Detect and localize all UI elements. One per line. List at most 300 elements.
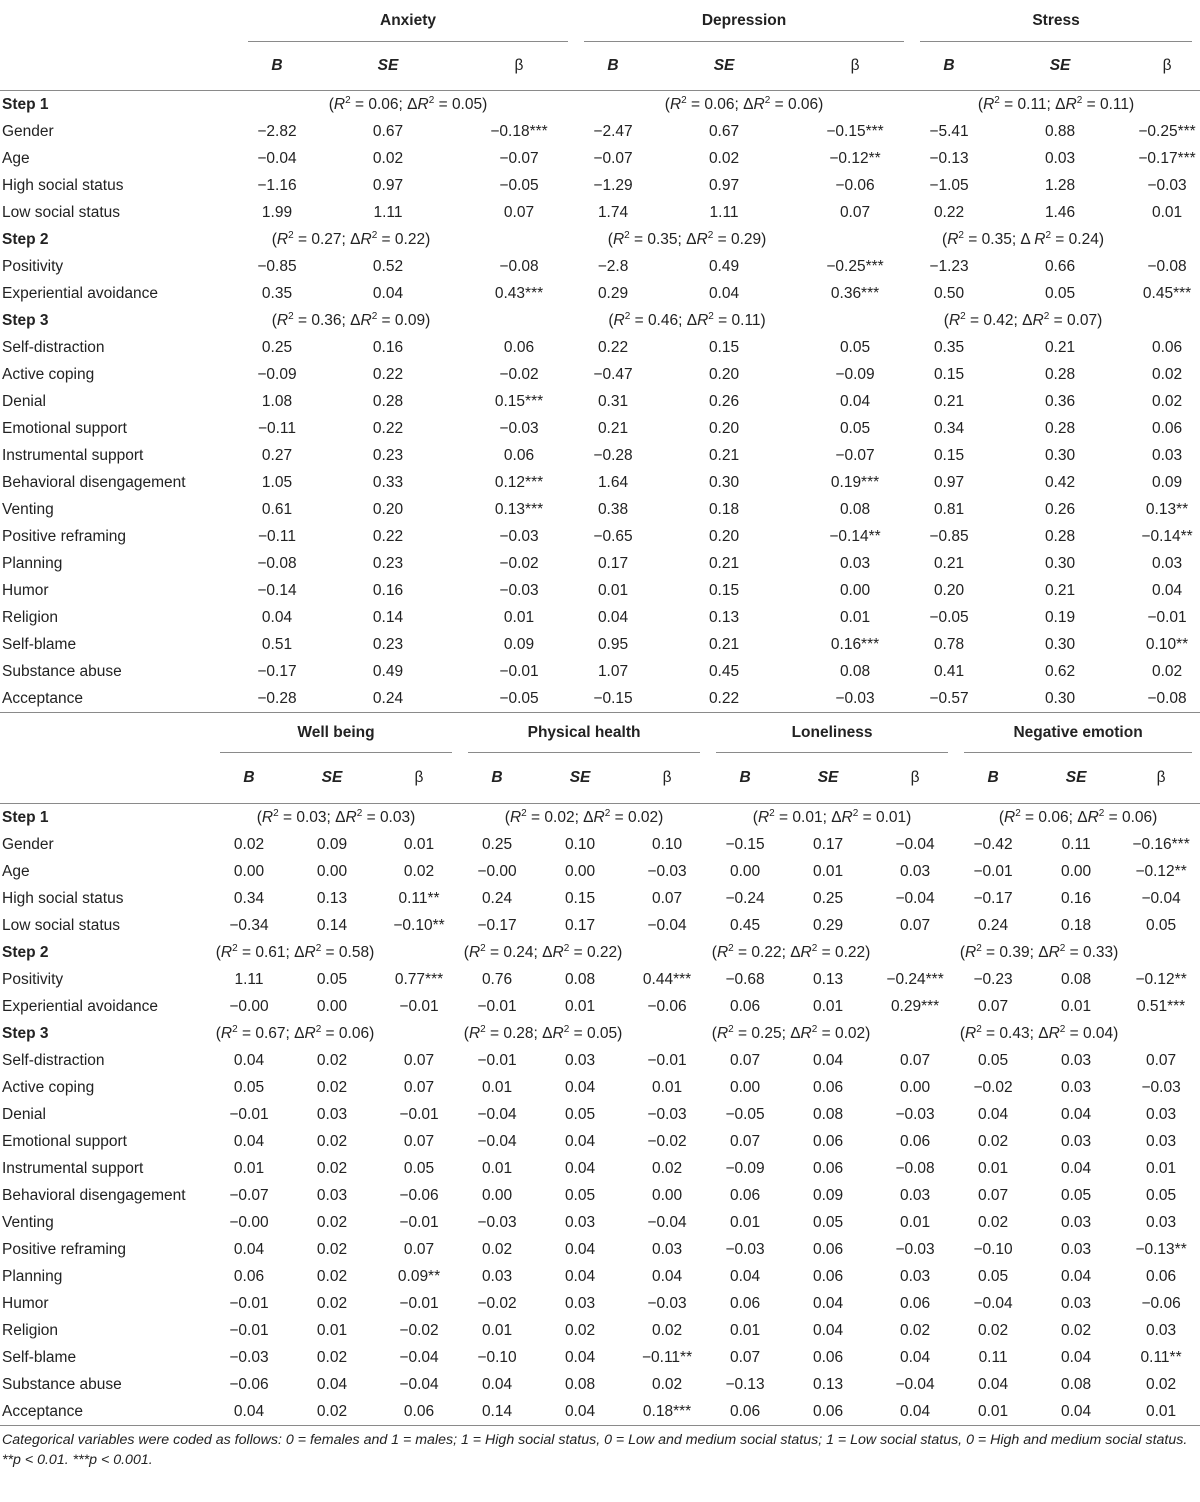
table-cell: −0.04 (477, 1106, 517, 1123)
table-cell: −0.01 (399, 1295, 439, 1312)
table-row (0, 1101, 1200, 1128)
table-cell: 0.03 (1060, 1052, 1092, 1069)
table-cell: 0.05 (977, 1268, 1009, 1285)
delta-r-squared-value: 0.05 (586, 1025, 618, 1042)
table-cell: 1.07 (597, 663, 629, 680)
r-squared-value: 0.35 (647, 231, 678, 248)
table-cell: 0.07 (403, 1241, 435, 1258)
table-cell: 0.61 (261, 501, 293, 518)
table-cell: 0.00 (316, 998, 348, 1015)
table-cell: 0.06 (503, 339, 535, 356)
table-cell: −1.29 (593, 177, 633, 194)
table-row (0, 577, 1200, 604)
table-cell: 0.04 (812, 1052, 844, 1069)
table-row (0, 604, 1200, 631)
table-cell: 0.00 (729, 863, 761, 880)
table-cell: 1.11 (373, 204, 403, 221)
table-cell: 0.02 (316, 1295, 348, 1312)
table-cell: 0.11** (1140, 1349, 1182, 1366)
footnote-coding: Categorical variables were coded as follows: 0 = females and 1 = males; 1 = High social status, 0 = Low and medium social status; 1 = Low social status, 0 = High and medium social status. (2, 1432, 1188, 1448)
table-cell: 0.88 (1044, 123, 1076, 140)
table-row (0, 658, 1200, 685)
empty-cell (874, 939, 956, 966)
row-label: Venting (2, 1214, 54, 1231)
row-label: Positive reframing (2, 1241, 127, 1258)
table-cell: 0.07 (403, 1133, 435, 1150)
table-cell: 0.02 (316, 1214, 348, 1231)
table-cell: 0.66 (1044, 258, 1076, 275)
col-header-beta: β (798, 42, 912, 91)
table-cell: −0.03 (647, 1106, 687, 1123)
table-cell: 0.44*** (642, 971, 692, 988)
table-cell: 0.11** (398, 890, 440, 907)
row-label: Active coping (2, 366, 95, 383)
table-cell: −0.02 (499, 366, 539, 383)
table-cell: 0.04 (1060, 1106, 1092, 1123)
table-cell: 0.04 (564, 1160, 596, 1177)
step-row (0, 307, 1200, 334)
table-cell: −0.01 (499, 663, 539, 680)
table-cell: 0.43*** (494, 285, 544, 302)
model-fit: ($R^2 = 0.61$; $\Delta R^2 = 0.58$) (215, 942, 375, 961)
model-fit: ($R^2 = 0.22$; $\Delta R^2 = 0.22$) (711, 942, 871, 961)
table-cell: 0.76 (481, 971, 513, 988)
table-cell: 0.08 (564, 971, 596, 988)
table-cell: 0.25 (481, 836, 513, 853)
table-cell: 0.01 (503, 609, 535, 626)
table-cell: 0.01 (564, 998, 596, 1015)
delta-r-squared-value: 0.07 (1066, 312, 1098, 329)
table-cell: 0.67 (372, 123, 404, 140)
table-cell: 0.14 (481, 1403, 513, 1420)
table-cell: −0.00 (477, 863, 517, 880)
table-cell: −0.17 (257, 663, 297, 680)
table-cell: 0.00 (316, 863, 348, 880)
table-cell: 0.06 (812, 1160, 844, 1177)
table-cell: 0.04 (564, 1241, 596, 1258)
table-cell: 0.20 (708, 366, 740, 383)
table-cell: 0.16 (372, 339, 404, 356)
model-fit: ($R^2 = 0.02$; $\Delta R^2 = 0.02$) (504, 807, 664, 826)
model-fit: ($R^2 = 0.35$; $\Delta R^2 = 0.29$) (607, 229, 767, 248)
table-cell: 0.67 (708, 123, 740, 140)
table-cell: 0.05 (812, 1214, 844, 1231)
r-squared-value: 0.06 (368, 96, 399, 113)
table-cell: −0.04 (1141, 890, 1181, 907)
table-cell: 0.02 (977, 1133, 1009, 1150)
table-cell: 0.04 (564, 1133, 596, 1150)
table-cell: 0.01 (729, 1214, 761, 1231)
row-label: Religion (2, 609, 59, 626)
table-row (0, 1182, 1200, 1209)
table-cell: −5.41 (929, 123, 969, 140)
row-label: Planning (2, 1268, 63, 1285)
step-row (0, 939, 1200, 966)
table-cell: 0.15 (708, 582, 740, 599)
table-cell: 0.03 (1151, 447, 1183, 464)
row-label: Self-distraction (2, 1052, 105, 1069)
table-cell: 0.22 (372, 420, 404, 437)
table-cell: 0.01 (812, 998, 844, 1015)
table-cell: 0.00 (899, 1079, 931, 1096)
table-cell: −0.14** (1141, 528, 1193, 545)
table-cell: −0.07 (593, 150, 633, 167)
table-cell: 0.18*** (642, 1403, 692, 1420)
table-cell: 0.03 (899, 1187, 931, 1204)
table-cell: −0.11 (257, 420, 297, 437)
delta-r-squared-value: 0.06 (1122, 809, 1153, 826)
table-cell: 0.04 (812, 1295, 844, 1312)
table-cell: 1.05 (261, 474, 293, 491)
table-cell: −0.13** (1135, 1241, 1187, 1258)
row-label: Positivity (2, 258, 64, 275)
table-cell: −0.47 (593, 366, 633, 383)
table-row (0, 912, 1200, 939)
table-cell: −0.28 (257, 690, 297, 707)
table-cell: 0.27 (261, 447, 293, 464)
table-cell: 0.08 (839, 501, 871, 518)
step-row (0, 226, 1200, 253)
table-cell: 0.03 (1146, 1322, 1177, 1339)
row-label: Substance abuse (2, 663, 122, 680)
table-cell: 0.45 (729, 917, 761, 934)
table-cell: 0.06 (812, 1403, 844, 1420)
table-cell: 0.03 (564, 1214, 596, 1231)
empty-cell (1134, 307, 1200, 334)
table-cell: −0.01 (229, 1295, 269, 1312)
empty-cell (1122, 1020, 1200, 1047)
table-cell: 0.02 (1060, 1322, 1092, 1339)
table-cell: −0.12** (829, 150, 881, 167)
table-cell: 0.16 (372, 582, 404, 599)
table-cell: −0.08 (257, 555, 297, 572)
table-cell: 0.12*** (494, 474, 544, 491)
table-cell: −0.01 (477, 998, 517, 1015)
table-cell: −0.28 (593, 447, 633, 464)
table-cell: 0.30 (1044, 555, 1076, 572)
table-cell: −0.15*** (826, 123, 884, 140)
row-label: Instrumental support (2, 1160, 144, 1177)
table-cell: 0.04 (977, 1106, 1009, 1123)
table-cell: −0.01 (229, 1106, 269, 1123)
delta-r-squared-value: 0.06 (787, 96, 819, 113)
table-cell: 0.05 (564, 1106, 596, 1123)
table-cell: −0.85 (257, 258, 297, 275)
table-cell: 0.07 (899, 1052, 931, 1069)
table-cell: 0.04 (1060, 1268, 1092, 1285)
table-cell: 0.05 (564, 1187, 596, 1204)
table-cell: 0.28 (1044, 528, 1076, 545)
table-cell: 0.07 (899, 917, 931, 934)
table-cell: 0.05 (233, 1079, 265, 1096)
table-row (0, 523, 1200, 550)
table-cell: 0.25 (261, 339, 293, 356)
col-header-b: B (956, 753, 1030, 804)
table-cell: 0.17 (812, 836, 844, 853)
table-cell: 0.15 (933, 447, 965, 464)
row-label: Low social status (2, 917, 121, 934)
group-header: Physical health (460, 713, 708, 753)
table-cell: −0.15 (593, 690, 633, 707)
table-cell: 0.04 (1151, 582, 1183, 599)
delta-r-squared-value: 0.01 (875, 809, 907, 826)
table-row (0, 361, 1200, 388)
table-cell: 0.45 (708, 663, 740, 680)
delta-r-squared-value: 0.04 (1083, 1025, 1114, 1042)
group-header: Depression (576, 0, 912, 42)
table-cell: −0.03 (725, 1241, 765, 1258)
table-cell: 0.09 (1151, 474, 1183, 491)
model-fit: ($R^2 = 0.03$; $\Delta R^2 = 0.03$) (256, 807, 416, 826)
table-cell: −0.12** (1135, 971, 1187, 988)
table-cell: 0.09 (316, 836, 348, 853)
table-cell: 0.22 (372, 528, 404, 545)
step-label: Step 1 (2, 809, 49, 826)
table-cell: 0.13 (708, 609, 740, 626)
table-cell: 0.07 (729, 1133, 761, 1150)
step-label: Step 1 (2, 96, 49, 113)
table-cell: 0.03 (316, 1187, 348, 1204)
table-cell: 1.08 (261, 393, 293, 410)
table-cell: 0.21 (597, 420, 629, 437)
table-cell: 0.07 (651, 890, 683, 907)
table-cell: 0.06 (812, 1241, 844, 1258)
table-cell: −0.16*** (1132, 836, 1190, 853)
table-cell: 0.06 (403, 1403, 435, 1420)
table-cell: 0.04 (899, 1349, 931, 1366)
table-cell: 0.04 (1060, 1403, 1092, 1420)
model-fit: ($R^2 = 0.39$; $\Delta R^2 = 0.33$) (959, 942, 1119, 961)
empty-cell (626, 1020, 708, 1047)
table-cell: 0.08 (812, 1106, 844, 1123)
table-cell: 0.01 (977, 1403, 1009, 1420)
table-cell: 0.18 (708, 501, 740, 518)
table-cell: 0.06 (729, 998, 761, 1015)
sub-header-row (0, 753, 1200, 804)
table-cell: 0.03 (1146, 1133, 1177, 1150)
r-squared-value: 0.06 (704, 96, 735, 113)
table-cell: 0.22 (708, 690, 740, 707)
group-header-row (0, 0, 1200, 42)
table-cell: −0.04 (477, 1133, 517, 1150)
table-cell: 0.02 (1146, 1376, 1177, 1393)
col-header-se: SE (286, 753, 378, 804)
table-cell: 0.01 (729, 1322, 761, 1339)
col-header-b: B (576, 42, 650, 91)
group-header: Anxiety (240, 0, 576, 42)
table-cell: −0.13 (725, 1376, 765, 1393)
table-cell: 0.23 (372, 636, 404, 653)
table-cell: 0.21 (1044, 582, 1076, 599)
row-label: Religion (2, 1322, 59, 1339)
table-cell: −0.10** (393, 917, 445, 934)
table-cell: 0.01 (899, 1214, 931, 1231)
table-cell: 0.04 (481, 1376, 513, 1393)
table-cell: 0.13 (812, 1376, 844, 1393)
col-header-b: B (912, 42, 986, 91)
table-cell: −0.05 (725, 1106, 765, 1123)
table-row (0, 280, 1200, 307)
table-cell: −0.05 (499, 177, 539, 194)
table-cell: −0.57 (929, 690, 969, 707)
delta-r-squared-value: 0.06 (338, 1025, 370, 1042)
table-cell: −0.04 (257, 150, 297, 167)
table-cell: −1.16 (257, 177, 297, 194)
table-cell: −0.08 (499, 258, 539, 275)
table-cell: 0.14 (316, 917, 348, 934)
table-cell: 0.04 (899, 1403, 931, 1420)
delta-r-squared-value: 0.03 (379, 809, 411, 826)
table-cell: −0.04 (399, 1349, 439, 1366)
table-cell: 0.07 (977, 1187, 1009, 1204)
table-cell: −0.05 (929, 609, 969, 626)
table-row (0, 496, 1200, 523)
model-fit: ($R^2 = 0.24$; $\Delta R^2 = 0.22$) (463, 942, 623, 961)
table-cell: −0.03 (835, 690, 875, 707)
table-cell: 0.06 (899, 1295, 931, 1312)
model-fit: ($R^2 = 0.36$; $\Delta R^2 = 0.09$) (271, 310, 431, 329)
model-fit: ($R^2 = 0.01$; $\Delta R^2 = 0.01$) (752, 807, 912, 826)
empty-cell (874, 1020, 956, 1047)
regression-table-2 (0, 713, 1200, 1426)
table-cell: −2.47 (593, 123, 633, 140)
table-cell: 0.03 (1060, 1133, 1092, 1150)
table-cell: −0.23 (973, 971, 1013, 988)
table-cell: 0.02 (977, 1322, 1009, 1339)
table-cell: 0.07 (729, 1052, 761, 1069)
table-cell: 0.04 (812, 1322, 844, 1339)
table-cell: 0.04 (372, 285, 404, 302)
table-cell: −0.10 (973, 1241, 1013, 1258)
table-cell: 1.11 (709, 204, 739, 221)
table-cell: −0.09 (725, 1160, 765, 1177)
table-cell: 0.07 (403, 1052, 435, 1069)
table-cell: −0.00 (229, 1214, 269, 1231)
table-cell: 0.04 (1060, 1349, 1092, 1366)
table-row (0, 1074, 1200, 1101)
table-cell: −0.13 (929, 150, 969, 167)
table-cell: −0.01 (973, 863, 1013, 880)
table-cell: 0.01 (812, 863, 844, 880)
table-cell: 0.14 (372, 609, 404, 626)
table-cell: −0.14 (257, 582, 297, 599)
delta-r-squared-value: 0.09 (394, 312, 426, 329)
r-squared-value: 0.43 (999, 1025, 1030, 1042)
model-fit: ($R^2 = 0.28$; $\Delta R^2 = 0.05$) (463, 1023, 623, 1042)
table-cell: −0.03 (895, 1241, 935, 1258)
table-cell: −0.08 (1147, 258, 1187, 275)
table-cell: 0.04 (564, 1079, 596, 1096)
table-cell: 0.13 (812, 971, 844, 988)
table-cell: 0.97 (372, 177, 404, 194)
r-squared-value: 0.11 (1017, 96, 1047, 113)
row-label: Humor (2, 1295, 49, 1312)
table-cell: 0.08 (1060, 971, 1092, 988)
table-cell: −0.18*** (490, 123, 548, 140)
table-cell: 0.11 (978, 1349, 1008, 1366)
row-label: Emotional support (2, 1133, 127, 1150)
table-cell: 0.33 (372, 474, 404, 491)
table-cell: 0.17 (564, 917, 596, 934)
table-cell: 0.04 (564, 1268, 596, 1285)
table-cell: −1.05 (929, 177, 969, 194)
table-cell: −0.06 (1141, 1295, 1181, 1312)
table-cell: 0.19 (1044, 609, 1076, 626)
table-cell: 0.81 (933, 501, 965, 518)
row-label: Gender (2, 123, 54, 140)
table-cell: 0.01 (481, 1160, 513, 1177)
table-cell: 0.03 (1060, 1295, 1092, 1312)
table-cell: 0.02 (316, 1349, 348, 1366)
table-cell: 0.00 (651, 1187, 683, 1204)
table-cell: 1.46 (1044, 204, 1076, 221)
table-cell: −0.04 (647, 1214, 687, 1231)
table-cell: 0.45*** (1142, 285, 1192, 302)
table-row (0, 388, 1200, 415)
table-cell: 0.36*** (830, 285, 880, 302)
step-label: Step 3 (2, 1025, 49, 1042)
delta-r-squared-value: 0.29 (730, 231, 762, 248)
step-row (0, 1020, 1200, 1047)
table-cell: 0.02 (977, 1214, 1009, 1231)
table-cell: 0.62 (1044, 663, 1076, 680)
table-cell: 0.02 (316, 1268, 348, 1285)
table-cell: 0.52 (372, 258, 404, 275)
table-cell: 0.22 (597, 339, 629, 356)
table-cell: 0.04 (261, 609, 293, 626)
table-cell: 1.28 (1044, 177, 1076, 194)
table-cell: −0.09 (835, 366, 875, 383)
table-cell: −0.14** (829, 528, 881, 545)
table-cell: 0.02 (316, 1160, 348, 1177)
table-cell: 0.04 (597, 609, 629, 626)
table-cell: 0.07 (839, 204, 871, 221)
delta-r-squared-value: 0.05 (451, 96, 483, 113)
table-cell: 0.06 (1151, 339, 1183, 356)
table-cell: 0.34 (233, 890, 265, 907)
empty-cell (798, 226, 912, 253)
row-label: Positivity (2, 971, 64, 988)
table-cell: 0.03 (564, 1052, 596, 1069)
col-header-se: SE (782, 753, 874, 804)
table-row (0, 118, 1200, 145)
table-cell: 0.06 (899, 1133, 931, 1150)
group-header: Negative emotion (956, 713, 1200, 753)
table-cell: 0.51 (261, 636, 293, 653)
table-row (0, 1398, 1200, 1426)
delta-r-squared-value: 0.22 (834, 944, 866, 961)
table-row (0, 469, 1200, 496)
table-row (0, 631, 1200, 658)
row-label: Denial (2, 1106, 46, 1123)
table-cell: 0.49 (372, 663, 404, 680)
table-cell: 0.20 (708, 420, 740, 437)
r-squared-value: 0.22 (751, 944, 782, 961)
group-header: Loneliness (708, 713, 956, 753)
table-cell: 0.02 (1151, 366, 1183, 383)
table-row (0, 1317, 1200, 1344)
table-row (0, 685, 1200, 713)
model-fit: ($R^2 = 0.42$; $\Delta R^2 = 0.07$) (943, 310, 1103, 329)
row-label: High social status (2, 177, 124, 194)
table-cell: 0.04 (977, 1376, 1009, 1393)
table-cell: −0.25*** (826, 258, 884, 275)
table-cell: 0.24 (977, 917, 1009, 934)
table-cell: −0.03 (647, 863, 687, 880)
col-header-beta: β (378, 753, 460, 804)
table-cell: 0.26 (708, 393, 740, 410)
table-cell: −0.03 (477, 1214, 517, 1231)
